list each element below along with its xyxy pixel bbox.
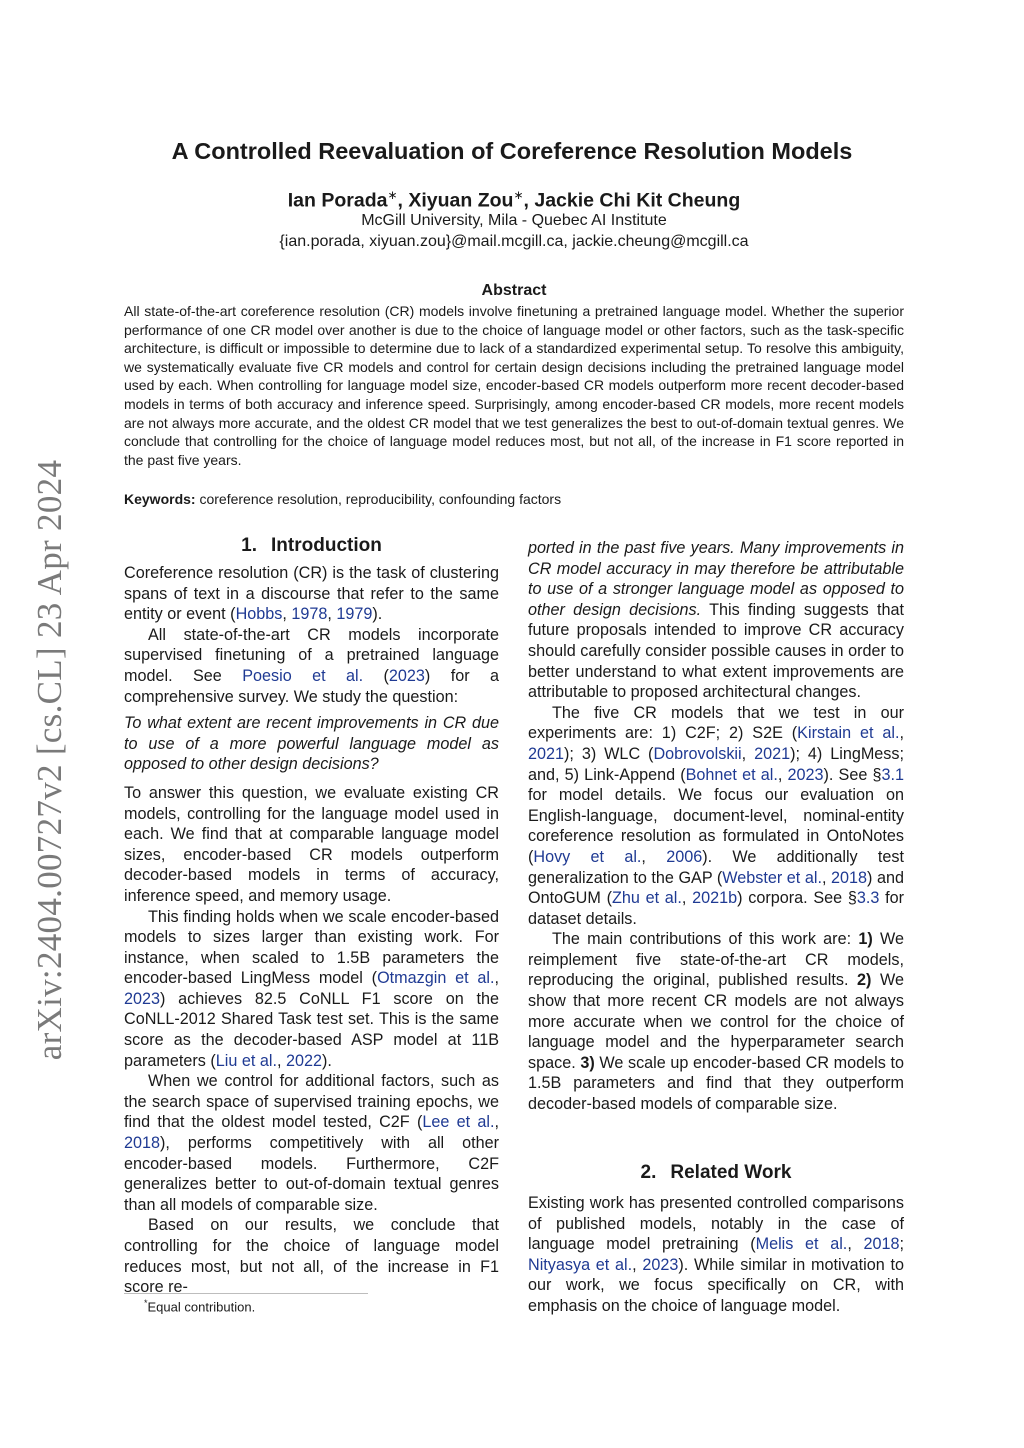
- text-run: for dataset details.: [528, 889, 904, 928]
- text-run: ,: [821, 868, 832, 887]
- text-run: When we control for additional factors, such as the search space of supervised training epochs, we find that the oldest model tested, C2F (: [124, 1072, 499, 1132]
- text-run: To what extent are recent improvements in CR due to use of a more powerful language model as opposed to other design decisions?: [124, 714, 499, 774]
- text-run: To answer this question, we evaluate existing CR models, controlling for the language model used in each. We find that at comparable language model sizes, encoder-based CR models outperform decoder-based models in terms of accuracy, inference speed, and memory usage.: [124, 783, 499, 905]
- text-run: ); 3) WLC (: [564, 744, 654, 763]
- abstract-body: All state-of-the-art coreference resolution (CR) models involve finetuning a pretrained language model. Whether the superior performance of one CR model over another is due to the choice of language model or other factors, such as the task-specific architecture, is difficult or impossible to determine due to lack of a standardized experimental setup. To resolve this ambiguity, we systematically evaluate five CR models and control for certain design decisions including the pretrained language model used by each. When controlling for language model size, encoder-based CR models outperform more recent decoder-based models in terms of both accuracy and inference speed. Surprisingly, among encoder-based CR models, more recent models are not always more accurate, and the oldest CR model that we test generalizes the best to out-of-domain textual genres. We conclude that controlling for the choice of language model reduces most, but not all, of the increase in F1 score reported in the past five years.: [124, 303, 904, 468]
- text-run: for model details. We focus our evaluation on English-language, document-level, nominal-entity coreference resolution as formulated in OntoNotes (: [528, 786, 904, 866]
- text-run: All state-of-the-art CR models incorporate supervised finetuning of a pretrained language model. See: [124, 625, 499, 685]
- citation-link[interactable]: Hobbs: [235, 605, 283, 624]
- citation-link[interactable]: Webster et al.: [722, 868, 822, 887]
- text-run: ;: [899, 1235, 904, 1254]
- text-run: Coreference resolution (CR) is the task of clustering spans of text in a discourse that refer to the same entity or event (: [124, 564, 499, 624]
- author-emails: {ian.porada, xiyuan.zou}@mail.mcgill.ca, jackie.cheung@mcgill.ca: [279, 233, 749, 250]
- paragraph: [528, 929, 904, 1114]
- text-run: ). While similar in motivation to our work, we focus specifically on CR, with emphasis on the choice of language model.: [528, 1255, 904, 1315]
- keywords-text: coreference resolution, reproducibility, confounding factors: [199, 491, 562, 507]
- contribution-number: 2): [857, 971, 872, 990]
- paragraph: [124, 563, 499, 625]
- author-name: Ian Porada: [287, 189, 388, 212]
- contribution-number: 3): [580, 1053, 595, 1072]
- text-run: ,: [632, 1255, 643, 1274]
- section-number: 1.: [241, 535, 258, 556]
- related-work-text: [528, 1193, 904, 1317]
- citation-link[interactable]: 2022: [285, 1051, 322, 1070]
- paragraph: [124, 625, 499, 707]
- footnote-rule: [124, 1293, 368, 1294]
- paragraph: [124, 713, 499, 775]
- citation-link[interactable]: Bohnet et al.: [685, 765, 778, 784]
- citation-link[interactable]: Poesio et al.: [242, 666, 364, 685]
- section-title: Related Work: [670, 1162, 792, 1183]
- text-run: ,: [899, 724, 904, 743]
- section-heading-introduction: [124, 535, 499, 557]
- text-run: This finding holds when we scale encoder-based models to sizes larger than existing work. For instance, when scaled to 1.5B parameters the encoder-based LingMess model (: [124, 907, 499, 988]
- citation-link[interactable]: 1979: [336, 605, 373, 624]
- text-run: ,: [327, 605, 337, 624]
- text-run: ) corpora. See §: [737, 889, 857, 908]
- citation-link[interactable]: 2023: [124, 989, 161, 1008]
- citation-link[interactable]: 3.1: [881, 765, 904, 784]
- text-run: ,: [494, 1113, 499, 1132]
- text-run: We scale up encoder-based CR models to 1.5B parameters and find that they outperform decoder-based models of comparable size.: [528, 1053, 904, 1114]
- paragraph: [124, 783, 499, 907]
- introduction-text: [124, 563, 499, 1298]
- citation-link[interactable]: Dobrovolskii: [653, 744, 742, 763]
- section-title: Introduction: [271, 535, 382, 556]
- citation-link[interactable]: Zhu et al.: [611, 889, 682, 908]
- contribution-number: 1): [858, 930, 873, 949]
- paragraph: [528, 703, 904, 930]
- text-run: ,: [681, 889, 693, 908]
- author-mark: ∗: [513, 188, 524, 202]
- citation-link[interactable]: 2021: [754, 744, 791, 763]
- citation-link[interactable]: 2023: [388, 666, 425, 685]
- text-run: ), performs competitively with all other encoder-based models. Furthermore, C2F generalizes better to out-of-domain textual genres than all models of comparable size.: [124, 1134, 499, 1214]
- text-run: ) and OntoGUM (: [528, 868, 904, 908]
- affiliation: McGill University, Mila - Quebec AI Institute: [361, 212, 667, 229]
- text-run: ,: [641, 847, 667, 866]
- paragraph: [124, 1215, 499, 1297]
- text-run: ). We additionally test generalization to the GAP (: [528, 847, 904, 887]
- arxiv-sidebar: [28, 450, 72, 1070]
- citation-link[interactable]: 2023: [787, 765, 824, 784]
- text-run: We show that more recent CR models are not always more accurate when we control for the choice of language model and the hyperparameter search space.: [528, 971, 904, 1072]
- text-run: ,: [741, 744, 755, 763]
- keywords-label: Keywords:: [124, 491, 196, 507]
- citation-link[interactable]: 2021b: [692, 889, 738, 908]
- paragraph: [124, 1071, 499, 1215]
- paragraph: [124, 907, 499, 1072]
- text-run: (: [363, 666, 389, 685]
- text-run: This finding suggests that future proposals intended to improve CR accuracy should carefully consider possible causes in order to better understand to what extent improvements are attributable to proposed architectural changes.: [528, 600, 904, 702]
- arxiv-identifier: arXiv:2404.00727v2 [cs.CL] 23 Apr 2024: [30, 459, 69, 1061]
- citation-link[interactable]: 2018: [124, 1134, 161, 1153]
- paper-title: A Controlled Reevaluation of Coreference Resolution Models: [171, 138, 853, 164]
- section-number: 2.: [640, 1162, 657, 1183]
- text-run: ,: [276, 1051, 286, 1070]
- citation-link[interactable]: 2006: [666, 847, 703, 866]
- paragraph: [528, 538, 904, 703]
- citation-link[interactable]: 1978: [291, 605, 328, 624]
- citation-link[interactable]: 3.3: [856, 889, 880, 908]
- text-run: ); 4) LingMess; and, 5) Link-Append (: [528, 744, 904, 784]
- citation-link[interactable]: Hovy et al.: [533, 847, 642, 866]
- footnote-mark: *: [144, 1298, 148, 1308]
- citation-link[interactable]: 2018: [863, 1235, 900, 1254]
- text-run: The main contributions of this work are:: [552, 930, 859, 949]
- text-run: ).: [321, 1051, 332, 1070]
- emphasized-text: ported in the past five years. Many improvements in CR model accuracy in may therefore be attributable to use of a stronger language model as opposed to other design decisions.: [528, 539, 904, 619]
- text-run: Existing work has presented controlled comparisons of published models, notably in the case of language model pretraining (: [528, 1194, 904, 1254]
- citation-link[interactable]: Kirstain et al.: [797, 724, 900, 743]
- text-run: Based on our results, we conclude that controlling for the choice of language model reduces most, but not all, of the increase in F1 score re-: [124, 1216, 499, 1297]
- citation-link[interactable]: Melis et al.: [755, 1235, 848, 1254]
- author-list: Ian Porada∗, Xiyuan Zou∗, Jackie Chi Kit Cheung: [287, 188, 741, 212]
- introduction-continued-text: [528, 538, 904, 1115]
- text-run: ).: [372, 605, 383, 624]
- citation-link[interactable]: 2018: [831, 868, 868, 887]
- text-run: ) achieves 82.5 CoNLL F1 score on the CoNLL-2012 Shared Task test set. This is the same score as the decoder-based ASP model at 11B parameters (: [124, 989, 499, 1070]
- citation-link[interactable]: Liu et al.: [215, 1051, 277, 1070]
- author-name: Jackie Chi Kit Cheung: [534, 189, 741, 212]
- footnote: [144, 1298, 255, 1314]
- author-mark: ∗: [387, 188, 398, 202]
- text-run: ). See §: [823, 765, 882, 784]
- text-run: ) for a comprehensive survey. We study the question:: [124, 666, 500, 706]
- text-run: ,: [282, 605, 292, 624]
- footnote-text: Equal contribution.: [147, 1299, 256, 1315]
- keywords: [124, 491, 904, 507]
- text-run: The five CR models that we test in our experiments are: 1) C2F; 2) S2E (: [528, 703, 904, 743]
- citation-link[interactable]: Nityasya et al.: [528, 1255, 633, 1274]
- citation-link[interactable]: Otmazgin et al.: [377, 969, 495, 988]
- text-run: ,: [494, 969, 499, 988]
- text-run: ,: [847, 1235, 864, 1254]
- citation-link[interactable]: Lee et al.: [422, 1113, 495, 1132]
- citation-link[interactable]: 2021: [528, 744, 565, 763]
- text-run: ,: [777, 765, 788, 784]
- author-name: Xiyuan Zou: [408, 189, 514, 212]
- section-heading-related-work: [528, 1162, 904, 1184]
- citation-link[interactable]: 2023: [642, 1255, 679, 1274]
- text-run: We reimplement five state-of-the-art CR models, reproducing the original, published results.: [528, 930, 904, 990]
- paragraph: [528, 1193, 904, 1317]
- abstract-heading: Abstract: [481, 282, 547, 299]
